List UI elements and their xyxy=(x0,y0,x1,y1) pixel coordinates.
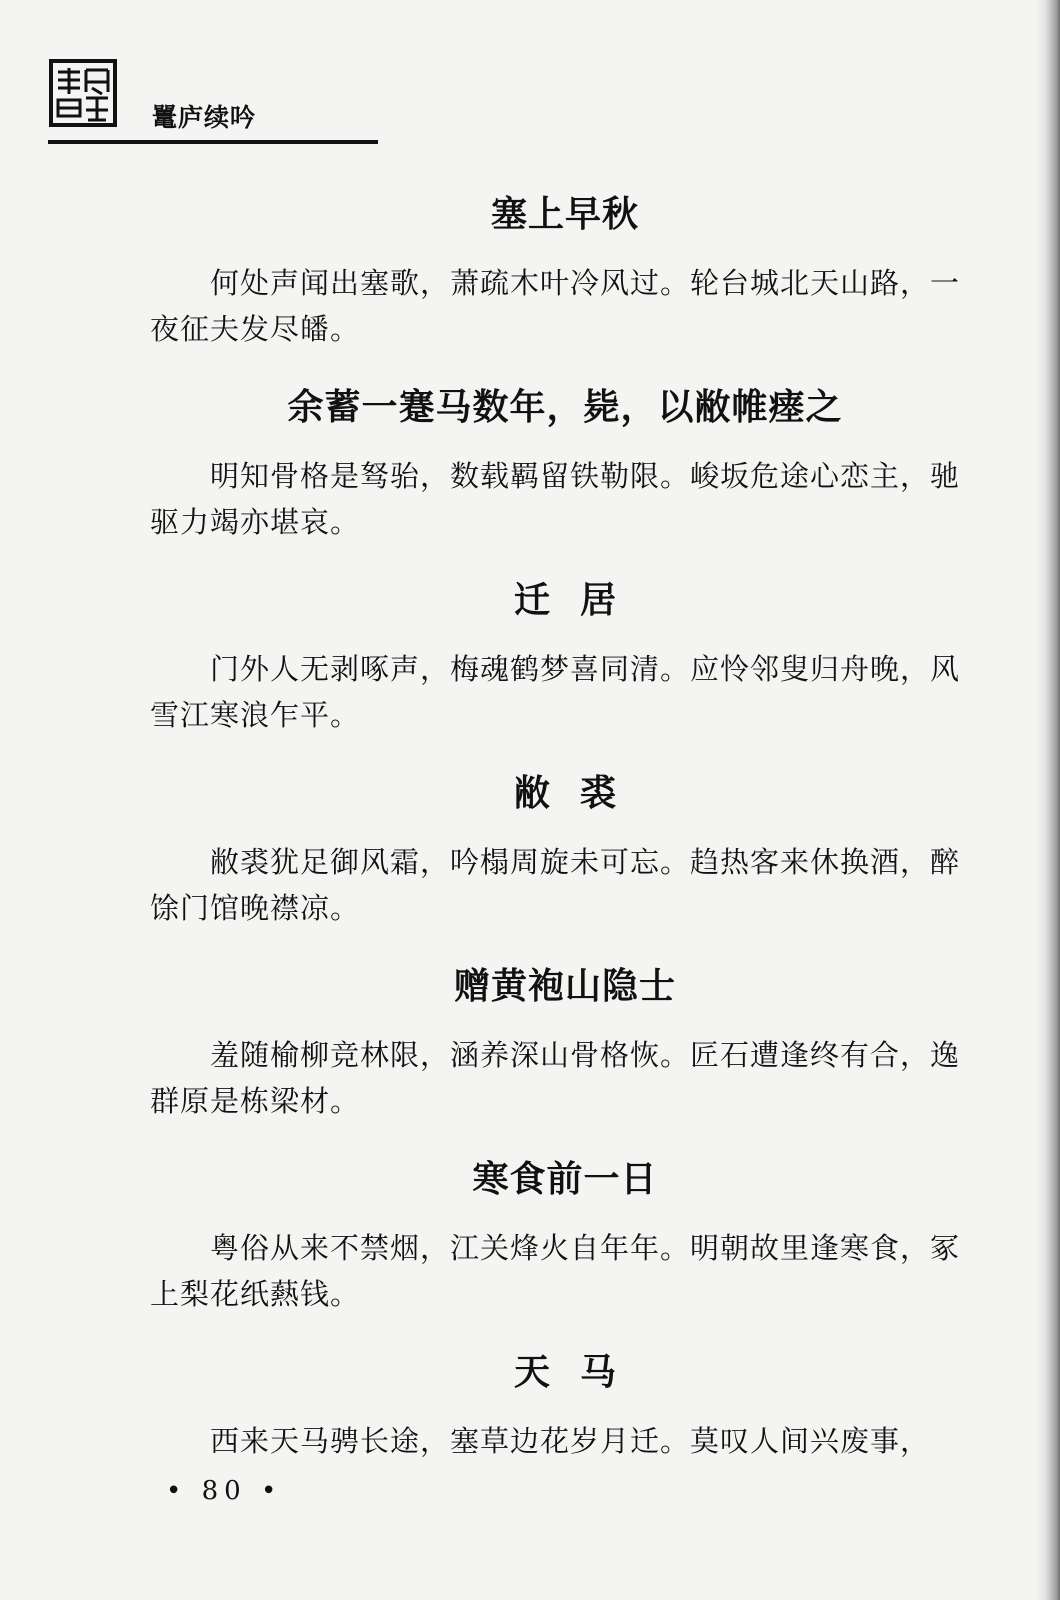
poem-body: 敝裘犹足御风霜，吟榻周旋未可忘。趋热客来休换酒，醉馀门馆晚襟凉。 xyxy=(150,845,961,925)
poem-title: 余蓄一蹇马数年，毙，以敝帷瘗之 xyxy=(287,386,843,428)
poem-body: 明知骨格是驽骀，数载羁留铁勒限。峻坂危途心恋主，驰驱力竭亦堪哀。 xyxy=(150,459,961,539)
running-header xyxy=(48,54,378,144)
poem-list xyxy=(150,188,980,1539)
poem-title: 寒食前一日 xyxy=(472,1158,658,1200)
page-edge-shadow xyxy=(1036,0,1060,1600)
poem xyxy=(150,1346,980,1539)
poem-title: 赠黄袍山隐士 xyxy=(453,965,676,1007)
poem xyxy=(150,960,980,1153)
poem-body: 羞随榆柳竞林限，涵养深山骨格恢。匠石遭逢终有合，逸群原是栋梁材。 xyxy=(150,1038,961,1118)
poem xyxy=(150,574,980,767)
poem-title: 塞上早秋 xyxy=(490,193,639,235)
poem-body: 粤俗从来不禁烟，江关烽火自年年。明朝故里逢寒食，冢上梨花纸爇钱。 xyxy=(150,1231,961,1311)
seal-logo-icon xyxy=(48,58,118,128)
poem-body: 西来天马骋长途，塞草边花岁月迁。莫叹人间兴废事， xyxy=(210,1424,931,1458)
poem-body: 门外人无剥啄声，梅魂鹤梦喜同清。应怜邻叟归舟晚，风雪江寒浪乍平。 xyxy=(150,652,961,732)
book-title: 鼍庐续吟 xyxy=(152,103,257,132)
poem xyxy=(150,188,980,381)
poem-title: 天马 xyxy=(513,1351,646,1393)
poem xyxy=(150,1153,980,1346)
poem-title: 迁居 xyxy=(513,579,646,621)
poem xyxy=(150,381,980,574)
poem xyxy=(150,767,980,960)
page-number: • 80 • xyxy=(166,1476,283,1506)
header-rule xyxy=(48,140,378,144)
poem-body: 何处声闻出塞歌，萧疏木叶冷风过。轮台城北天山路，一夜征夫发尽皤。 xyxy=(150,266,961,346)
poem-title: 敝裘 xyxy=(513,772,646,814)
